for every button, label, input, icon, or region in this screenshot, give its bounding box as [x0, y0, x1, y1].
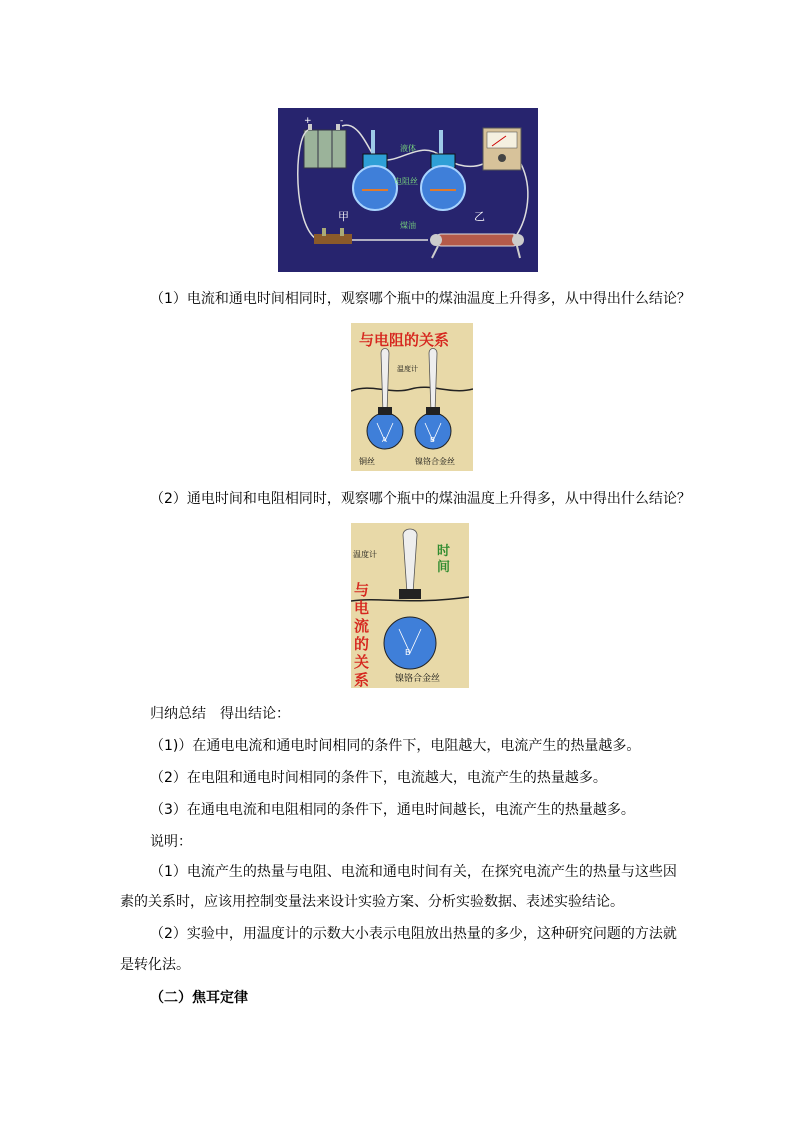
note-2-line-1: （2）实验中，用温度计的示数大小表示电阻放出热量的多少，这种研究问题的方法就	[150, 926, 677, 942]
summary-item-3: （3）在通电电流和电阻相同的条件下，通电时间越长，电流产生的热量越多。	[150, 802, 635, 818]
figure2-right-wire-label: 镍铬合金丝	[415, 457, 455, 466]
figure2-left-wire-label: 铜丝	[359, 457, 375, 466]
note-1-line-1: （1）电流产生的热量与电阻、电流和通电时间有关，在探究电流产生的热量与这些因	[150, 864, 677, 880]
figure2-title: 与电阻的关系	[359, 331, 450, 349]
top-tube-label: 液体	[400, 144, 416, 153]
summary-heading: 归纳总结 得出结论：	[150, 706, 290, 722]
figure3-side-char-2: 流	[354, 617, 370, 635]
figure3-thermometer-label: 温度计	[353, 550, 377, 559]
summary-item-2: （2）在电阻和通电时间相同的条件下，电流越大，电流产生的热量越多。	[150, 770, 607, 786]
figure2-thermometer-label: 温度计	[397, 365, 418, 373]
meter-icon	[483, 128, 521, 170]
figure2-flask-b: B	[430, 436, 435, 444]
minus-label: -	[340, 116, 344, 126]
left-flask-label: 甲	[338, 210, 349, 223]
right-flask-label: 乙	[474, 210, 485, 223]
battery-icon	[304, 124, 346, 168]
summary-item-1: （1)）在通电电流和通电时间相同的条件下，电阻越大，电流产生的热量越多。	[150, 738, 641, 754]
plus-label: +	[304, 116, 312, 126]
figure-circuit-experiment	[278, 108, 538, 272]
question-1: （1）电流和通电时间相同时，观察哪个瓶中的煤油温度上升得多，从中得出什么结论？	[150, 291, 691, 307]
section-heading: （二）焦耳定律	[150, 990, 248, 1006]
note-2-line-2: 是转化法。	[120, 957, 190, 973]
oil-label: 煤油	[400, 221, 416, 230]
wire-label: 电阻丝	[394, 177, 418, 186]
figure3-side-char-4: 关	[354, 653, 370, 671]
notes-heading: 说明：	[150, 834, 192, 850]
figure3-side-char-1: 电	[354, 599, 370, 617]
figure-resistance-relation	[351, 323, 473, 471]
figure3-time-2: 间	[437, 560, 451, 575]
figure3-side-char-5: 系	[354, 671, 370, 688]
figure-current-relation	[351, 523, 469, 688]
figure3-side-char-0: 与	[354, 581, 370, 599]
figure3-time-1: 时	[437, 544, 451, 559]
figure3-wire-label: 镍铬合金丝	[395, 674, 441, 684]
note-1-line-2: 素的关系时，应该用控制变量法来设计实验方案、分析实验数据、表述实验结论。	[120, 894, 624, 910]
figure3-flask-b: B	[405, 648, 411, 657]
question-2: （2）通电时间和电阻相同时，观察哪个瓶中的煤油温度上升得多，从中得出什么结论？	[150, 491, 691, 507]
figure2-flask-a: A	[382, 436, 387, 444]
figure3-side-char-3: 的	[354, 635, 370, 653]
